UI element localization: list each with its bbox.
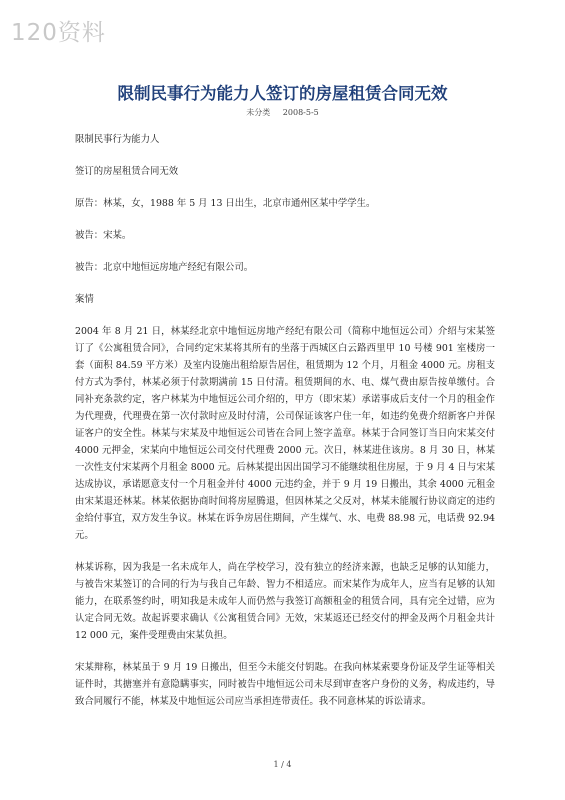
plaintiff-claim-paragraph: 林某诉称，因为我是一名未成年人，尚在学校学习，没有独立的经济来源，也缺乏足够的认知能力，与被告宋某签订的合同的行为与我自己年龄、智力不相适应。而宋某作为成年人，应当有足够的认知能力，在联系签约时，明知我是未成年人而仍然与我签订高额租金的租赁合同，具有完全过错，应为认定合同无效。故起诉要求确认《公寓租赁合同》无效，宋某返还已经交付的押金及两个月租金共计 12 000 元，案件受理费由宋某负担。 [75, 562, 495, 641]
defendant-line-1: 被告：宋某。 [75, 230, 132, 241]
plaintiff-line: 原告：林某，女，1988 年 5 月 13 日出生，北京市通州区某中学学生。 [75, 198, 376, 209]
defendant-reply-paragraph: 宋某辩称，林某虽于 9 月 19 日搬出，但至今未能交付钥匙。在我向林某索要身份证及学生证等相关证件时，其搪塞并有意隐瞒事实，同时被告中地恒远公司未尽到审查客户身份的义务，构成违约，导致合同履行不能，林某及中地恒远公司应当承担连带责任。我不同意林某的诉讼请求。 [75, 662, 495, 707]
heading-line-1: 限制民事行为能力人 [75, 134, 160, 145]
document-title: 限制民事行为能力人签订的房屋租赁合同无效 [117, 84, 448, 103]
section-heading: 案情 [75, 294, 94, 305]
watermark-logo: 120资料 [11, 20, 106, 46]
defendant-line-2: 被告：北京中地恒远房地产经纪有限公司。 [75, 262, 254, 273]
document-meta [0, 107, 565, 118]
page-number: 1 / 4 [273, 760, 292, 769]
heading-line-2: 签订的房屋租赁合同无效 [75, 166, 179, 177]
category-label: 未分类 [246, 108, 271, 117]
case-facts-paragraph: 2004 年 8 月 21 日，林某经北京中地恒远房地产经纪有限公司（简称中地恒远公司）介绍与宋某签订了《公寓租赁合同》，合同约定宋某将其所有的坐落于西城区白云路西里甲 10 号楼 901 室楼房一套（面积 84.59 平方米）及室内设施出租给原告居住，租赁期为 12 个月，月租金 4000 元。房租支付方式为季付，林某必须于付款期满前 15 日付清。租赁期间的水、电、煤气费由原告按单缴付。合同补充条款约定，客户林某为中地恒远公司介绍的，甲方（即宋某）承诺事成后支付一个月的租金作为代理费，代理费在第一次付款时应及时付清，公司保证该客户住一年，如违约免费介绍新客户并保证客户的安全性。林某与宋某及中地恒远公司皆在合同上签字盖章。林某于合同签订当日向宋某交付 4000 元押金，宋某向中地恒远公司交付代理费 2000 元。次日，林某进住该房。8 月 30 日，林某一次性支付宋某两个月租金 8000 元。后林某提出因出国学习不能继续租住房屋，于 9 月 4 日与宋某达成协议，承诺愿意支付一个月租金并付 4000 元违约金，并于 9 月 19 日搬出，其余 4000 元租金由宋某退还林某。林某依据协商时间将房屋腾退，但因林某之父反对，林某未能履行协议商定的违约金给付事宜，双方发生争议。林某在诉争房居住期间，产生煤气、水、电费 88.98 元，电话费 92.94 元。 [75, 326, 495, 541]
document-body [75, 131, 495, 725]
publish-date: 2008-5-5 [282, 108, 319, 117]
